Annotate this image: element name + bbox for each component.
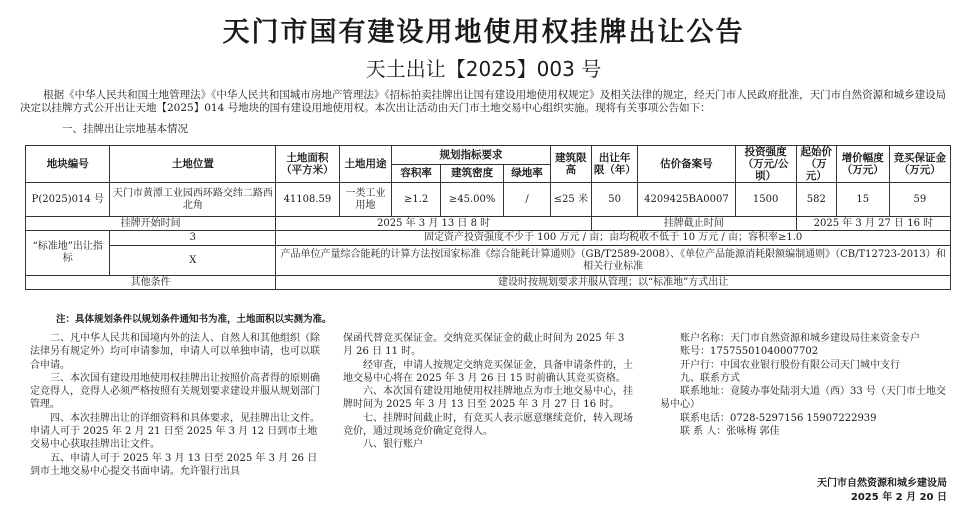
cell-code: P(2025)014 号	[26, 183, 110, 217]
cell-record: 4209425BA0007	[638, 183, 735, 217]
cell-start-price: 582	[796, 183, 836, 217]
paragraph: 七、挂牌时间截止时，有竞买人表示愿意继续竞价，转入现场竞价，通过现场竞价确定竞得人。	[343, 412, 633, 438]
header-deposit: 竞买保证金（万元）	[889, 146, 950, 183]
bank-name: 开户行：中国农业银行股份有限公司天门城中支行	[680, 359, 900, 371]
header-area: 土地面积（平方米）	[276, 146, 339, 183]
column-right	[660, 332, 952, 438]
header-height: 建筑限高	[550, 146, 591, 183]
header-green: 绿地率	[504, 164, 550, 183]
standard-text-2: 产品单位产量综合能耗的计算方法按国家标准《综合能耗计算通则》（GB/T2589-2008）、《单位产品能源消耗限额编制通则》（CB/T12723-2013）和相关行业标准	[276, 246, 951, 276]
cell-increment: 15	[836, 183, 889, 217]
standard-value-1: 3	[110, 231, 276, 246]
paragraph: 六、本次国有建设用地使用权挂牌地点为市土地交易中心，挂牌时间为 2025 年 3 月 13 日至 2025 年 3 月 27 日 16 时。	[343, 386, 633, 411]
header-far: 容积率	[392, 164, 441, 183]
cell-green: /	[504, 183, 550, 217]
issuing-organization: 天门市自然资源和城乡建设局	[817, 478, 947, 489]
cell-use: 一类工业用地	[339, 183, 392, 217]
cell-intensity: 1500	[735, 183, 796, 217]
column-left	[30, 332, 320, 478]
standard-text-1: 固定资产投资强度不少于 100 万元 / 亩；亩均税收不低于 10 万元 / 亩；容积率≥1.0	[276, 231, 951, 246]
header-start-price: 起始价（万元）	[796, 146, 836, 183]
start-time-value: 2025 年 3 月 13 日 8 时	[276, 217, 592, 231]
page-title: 天门市国有建设用地使用权挂牌出让公告	[222, 17, 745, 48]
paragraph: 三、本次国有建设用地使用权挂牌出让按照价高者得的原则确定竞得人，竞得人必须严格按照有关规划要求建设并服从规划部门管理。	[30, 372, 320, 411]
header-increment: 增价幅度（万元）	[836, 146, 889, 183]
account-number: 账号：17575501040007702	[680, 346, 819, 358]
header-record: 估价备案号	[638, 146, 735, 183]
cell-deposit: 59	[889, 183, 950, 217]
section-heading: 一、挂牌出让宗地基本情况	[62, 123, 188, 135]
cell-area: 41108.59	[276, 183, 339, 217]
paragraph: 二、凡中华人民共和国境内外的法人、自然人和其他组织（除法律另有规定外）均可申请参加，申请人可以单独申请，也可以联合申请。	[30, 333, 320, 371]
cell-height: ≤25 米	[550, 183, 591, 217]
header-term: 出让年限（年）	[591, 146, 637, 183]
standard-value-2: X	[110, 246, 276, 276]
paragraph: 经审查，申请人按规定交纳竞买保证金，具备申请条件的，土地交易中心将在 2025 年 3 月 26 日 15 时前确认其竞买资格。	[343, 359, 633, 384]
header-density: 建筑密度	[440, 164, 503, 183]
contact-phone: 联系电话：0728-5297156 15907222939	[680, 412, 877, 424]
header-code: 地块编号	[26, 146, 110, 183]
intro-paragraph: 根据《中华人民共和国土地管理法》《中华人民共和国城市房地产管理法》《招标拍卖挂牌出让国有建设用地使用权规定》及相关法律的规定，经天门市人民政府批准，天门市自然资源和城乡建设局决定以挂牌方式公开出让天地【2025】014 号地块的国有建设用地使用权。本次出让活动由天门市土地交易中心组织实施。现将有关事项公告如下：	[20, 89, 947, 114]
document-number: 天土出让【2025】003 号	[365, 57, 602, 81]
table-note: 注：具体规划条件以规划条件通知书为准，土地面积以实测为准。	[56, 314, 332, 325]
standard-land-label: “标准地”出让指标	[26, 231, 110, 276]
cell-location: 天门市黄潭工业园西环路交纬二路西北角	[110, 183, 276, 217]
contact-address: 联系地址：竟陵办事处陆羽大道（西）33 号（天门市土地交易中心）	[660, 386, 946, 411]
cell-far: ≥1.2	[392, 183, 441, 217]
parcel-table	[25, 145, 951, 290]
end-time-value: 2025 年 3 月 27 日 16 时	[796, 217, 950, 231]
column-middle	[343, 332, 635, 452]
start-time-label: 挂牌开始时间	[26, 217, 276, 231]
paragraph: 四、本次挂牌出让的详细资料和具体要求，见挂牌出让文件。申请人可于 2025 年 2 月 21 日至 2025 年 3 月 12 日到市土地交易中心获取挂牌出让文件。	[30, 412, 320, 451]
contact-person: 联 系 人：张咏梅 郭佳	[680, 426, 780, 438]
paragraph: 五、申请人可于 2025 年 3 月 13 日至 2025 年 3 月 26 日到市土地交易中心提交书面申请。允许银行出具	[30, 452, 318, 477]
other-conditions-label: 其他条件	[26, 276, 276, 290]
issue-date: 2025 年 2 月 20 日	[850, 492, 947, 503]
header-intensity: 投资强度（万元/公顷）	[735, 146, 796, 183]
paragraph: 保函代替竞买保证金。交纳竞买保证金的截止时间为 2025 年 3 月 26 日 11 时。	[343, 333, 625, 358]
account-name: 账户名称：天门市自然资源和城乡建设局往来资金专户	[680, 333, 920, 344]
header-use: 土地用途	[339, 146, 392, 183]
header-location: 土地位置	[110, 146, 276, 183]
other-conditions-text: 建设时按规划要求并服从管理；以“标准地”方式出让	[276, 276, 951, 290]
cell-density: ≥45.00%	[440, 183, 503, 217]
end-time-label: 挂牌截止时间	[591, 217, 796, 231]
cell-term: 50	[591, 183, 637, 217]
signature-block	[817, 477, 947, 505]
paragraph: 八、银行账户	[363, 439, 423, 451]
contact-heading: 九、联系方式	[680, 372, 740, 384]
header-plan: 规划指标要求	[392, 146, 550, 165]
